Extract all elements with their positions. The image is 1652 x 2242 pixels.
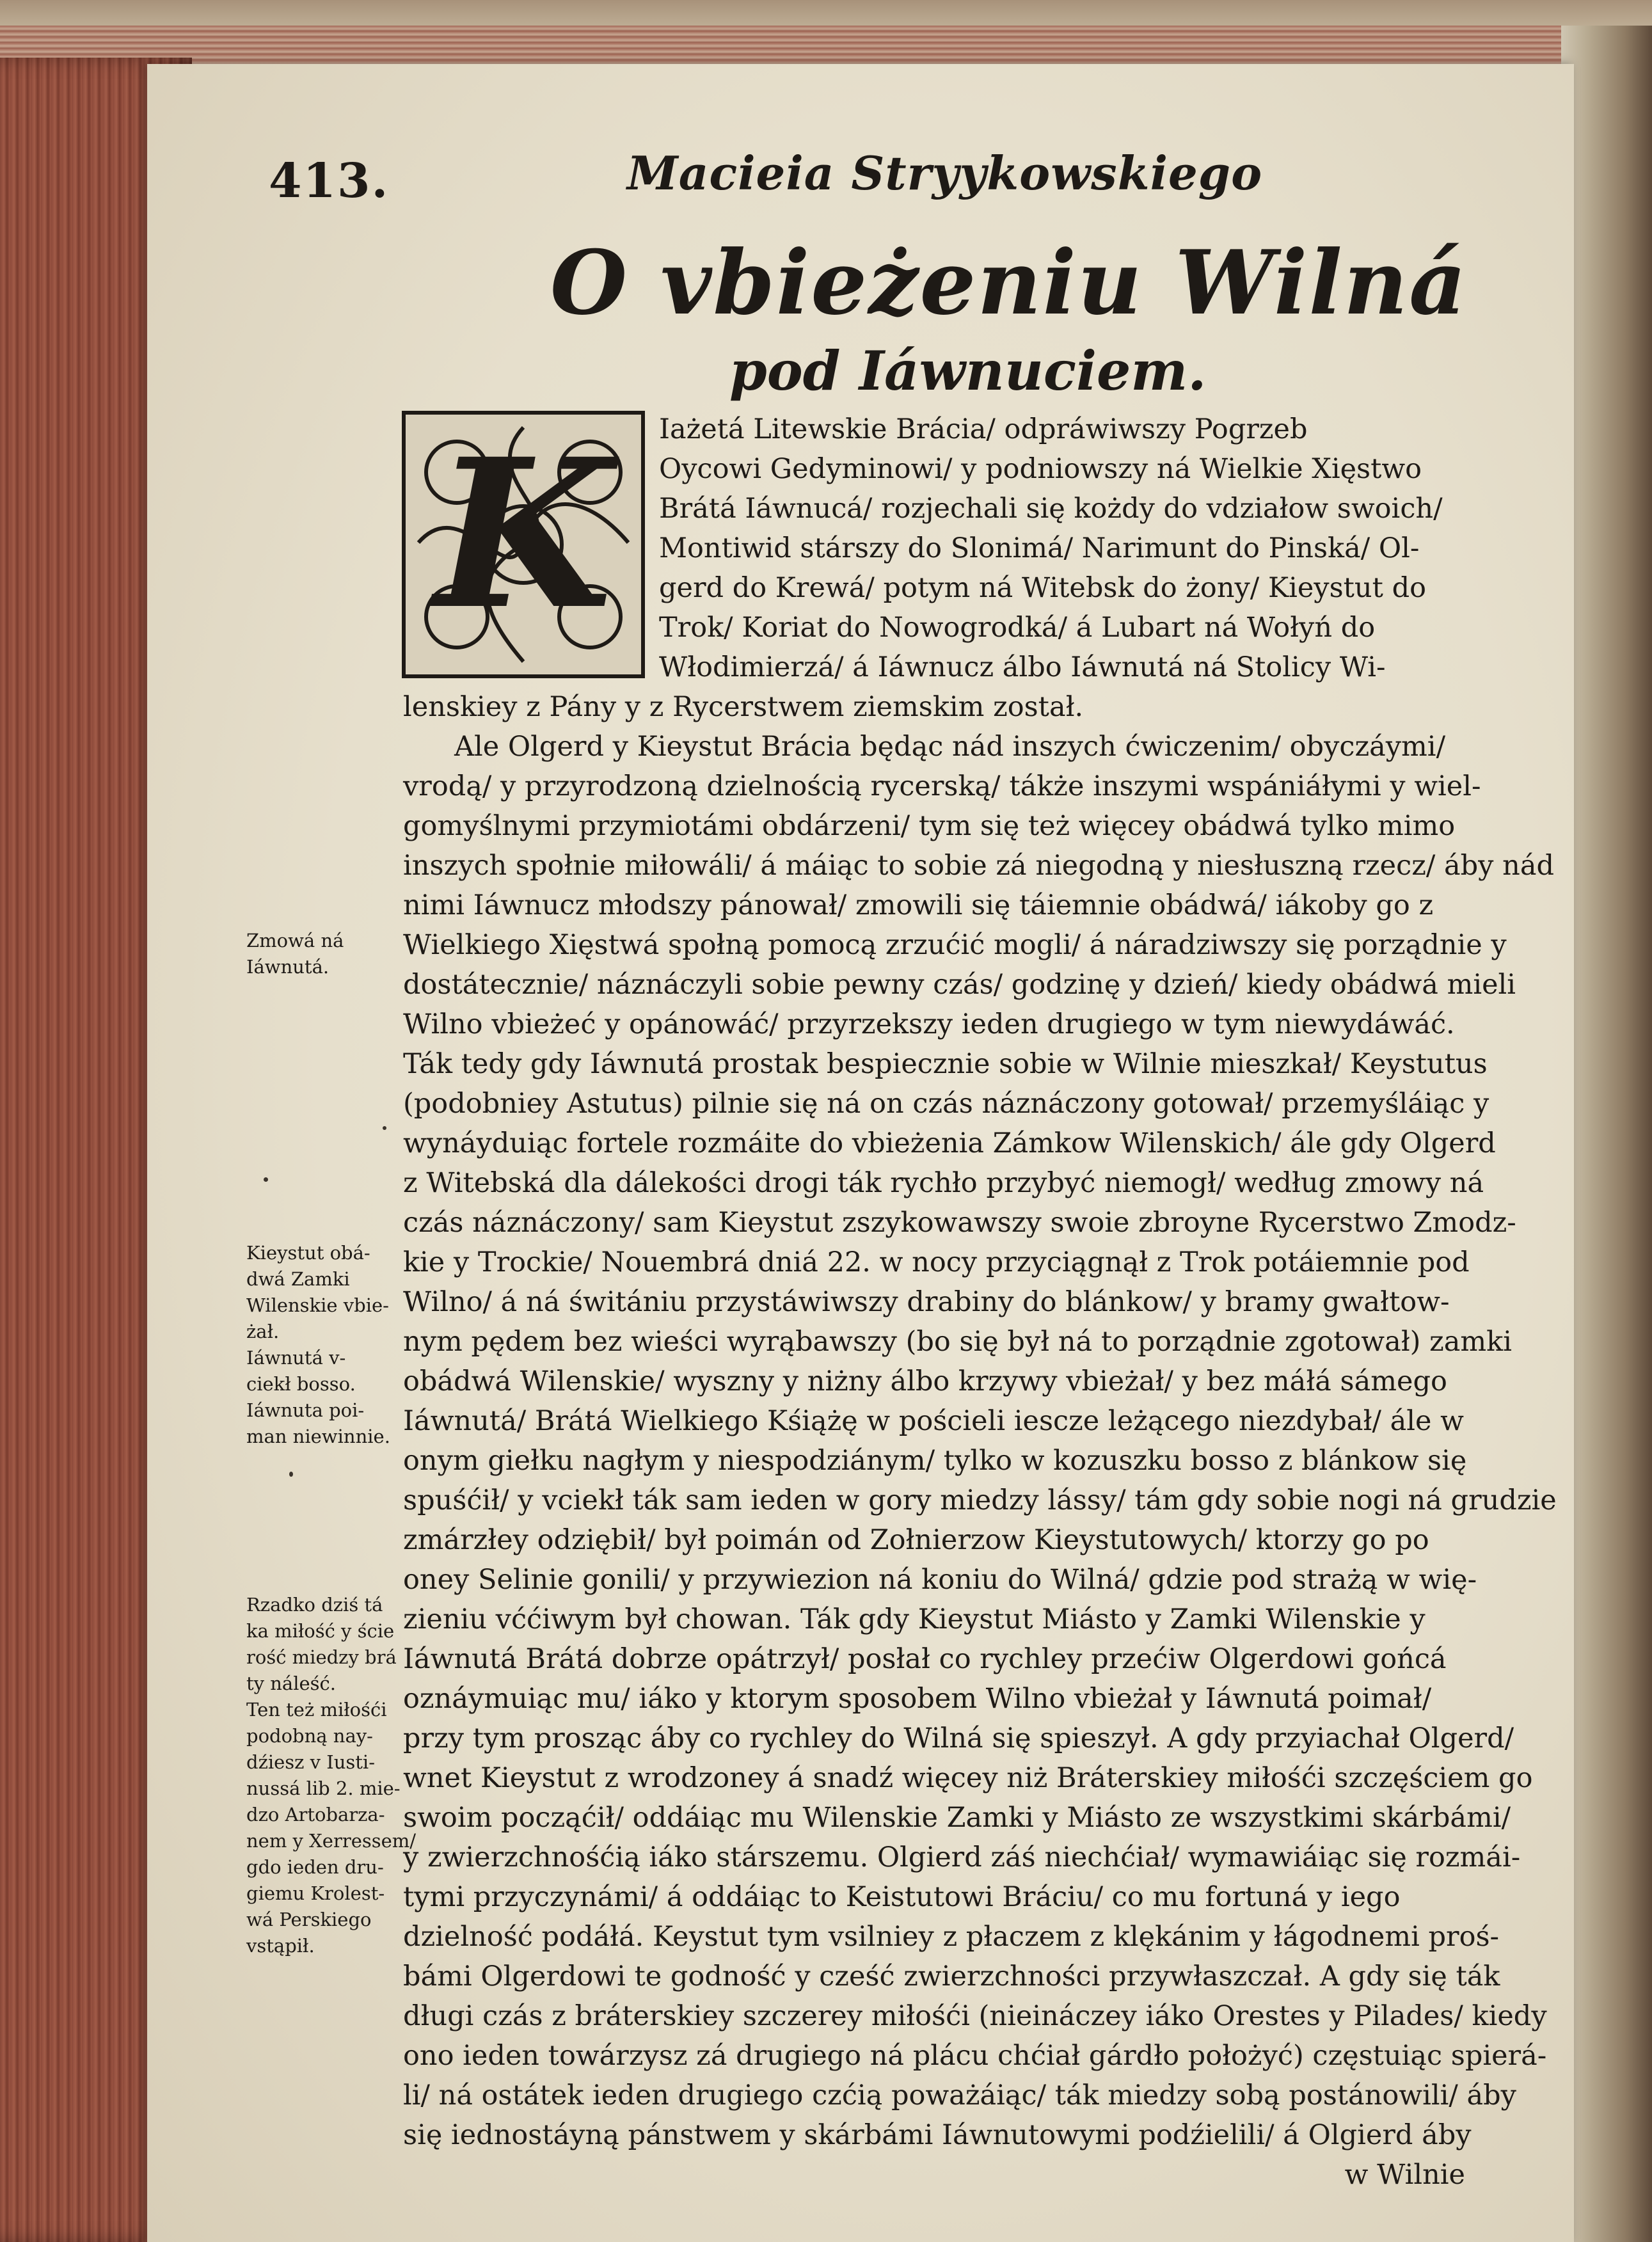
text-line: Wilno vbieżeć y opánowáć/ przyrzekszy ieden drugiego w tym niewydáwáć. bbox=[403, 1008, 1455, 1040]
text-line: wnet Kieystut z wrodzoney á snadź więcey niż Bráterskiey miłośći szczęściem go bbox=[403, 1762, 1533, 1794]
text-line: Iażetá Litewskie Brácia/ odpráwiwszy Pogrzeb bbox=[659, 413, 1308, 445]
text-line: Brátá Iáwnucá/ rozjechali się kożdy do vdziałow swoich/ bbox=[659, 493, 1443, 525]
margin-note: giemu Krolest- bbox=[246, 1882, 385, 1904]
text-line: Oycowi Gedyminowi/ y podniowszy ná Wielkie Xięstwo bbox=[659, 453, 1422, 485]
text-line: nimi Iáwnucz młodszy pánował/ zmowili się táiemnie obádwá/ iákoby go z bbox=[403, 889, 1434, 921]
running-head: Macieia Stryykowskiego bbox=[627, 146, 1263, 200]
text-line: vrodą/ y przyrodzoną dzielnością rycerską/ tákże inszymi wspániáłymi y wiel- bbox=[403, 770, 1481, 802]
text-line: spuśćił/ y vciekł ták sam ieden w gory miedzy lássy/ tám gdy sobie nogi ná grudzie bbox=[403, 1484, 1557, 1516]
margin-note: vstąpił. bbox=[246, 1935, 315, 1957]
margin-note: żał. bbox=[246, 1321, 280, 1342]
text-line: dzielność podáłá. Keystut tym vsilniey z płaczem z klękánim y łágodnemi proś- bbox=[403, 1921, 1500, 1953]
chapter-subtitle: pod Iáwnuciem. bbox=[729, 339, 1207, 402]
text-line: Iáwnutá/ Brátá Wielkiego Kśiążę w pościeli iescze leżącego niezdybał/ ále w bbox=[403, 1405, 1464, 1437]
margin-note: wá Perskiego bbox=[246, 1909, 372, 1930]
margin-note: nem y Xerressem/ bbox=[246, 1830, 417, 1852]
margin-note: Iáwnutá. bbox=[246, 956, 330, 978]
margin-note: Iáwnutá v- bbox=[246, 1347, 346, 1369]
margin-note: podobną nay- bbox=[246, 1725, 373, 1747]
margin-note: Zmowá ná bbox=[246, 930, 344, 951]
margin-note: man niewinnie. bbox=[246, 1426, 390, 1447]
text-line: dostátecznie/ náznáczyli sobie pewny czás/ godzinę y dzień/ kiedy obádwá mieli bbox=[403, 969, 1516, 1001]
margin-note: dwá Zamki bbox=[246, 1268, 350, 1290]
chapter-title: O vbieżeniu Wilná bbox=[550, 230, 1468, 335]
margin-note: dźiesz v Iusti- bbox=[246, 1751, 376, 1773]
margin-note: Rzadko dziś tá bbox=[246, 1594, 383, 1616]
page-number: 413. bbox=[269, 154, 390, 209]
text-line: Ale Olgerd y Kieystut Brácia będąc nád inszych ćwiczenim/ obyczáymi/ bbox=[454, 731, 1446, 763]
margin-note: ciekł bosso. bbox=[246, 1373, 356, 1395]
margin-note: dzo Artobarza- bbox=[246, 1804, 385, 1825]
text-line: gomyślnymi przymiotámi obdárzeni/ tym się też więcey obádwá tylko mimo bbox=[403, 810, 1456, 842]
text-line: tymi przyczynámi/ á oddáiąc to Keistutowi Bráciu/ co mu fortuná y iego bbox=[403, 1881, 1401, 1913]
margin-note: Iáwnuta poi- bbox=[246, 1399, 365, 1421]
margin-note: Wilenskie vbie- bbox=[246, 1294, 389, 1316]
text-line: Wilno/ á ná świtániu przystáwiwszy drabiny do blánkow/ y bramy gwałtow- bbox=[403, 1286, 1450, 1318]
margin-note: nussá lib 2. mie- bbox=[246, 1777, 401, 1799]
text-line: Włodimierzá/ á Iáwnucz álbo Iáwnutá ná Stolicy Wi- bbox=[659, 651, 1386, 683]
text-line: ono ieden towárzysz zá drugiego ná plácu chćiał gárdło położyć) częstuiąc spierá- bbox=[403, 2040, 1547, 2072]
margin-note: ty náleść. bbox=[246, 1673, 337, 1694]
text-line: nym pędem bez wieści wyrąbawszy (bo się był ná to porządnie zgotował) zamki bbox=[403, 1326, 1512, 1358]
text-line: Wielkiego Xięstwá społną pomocą zrzućić mogli/ á náradziwszy się porządnie y bbox=[403, 929, 1507, 961]
ink-speck bbox=[289, 1472, 293, 1477]
text-line: onym giełku nagłym y niespodziánym/ tylko w kozuszku bosso z blánkow się bbox=[403, 1445, 1467, 1477]
text-line: się iednostáyną pánstwem y skárbámi Iáwnutowymi podźielili/ á Olgierd áby bbox=[403, 2119, 1472, 2151]
text-line: Trok/ Koriat do Nowogrodká/ á Lubart ná Wołyń do bbox=[659, 612, 1376, 644]
text-line: y zwierzchnośćią iáko stárszemu. Olgierd záś niechćiał/ wymawiáiąc się rozmái- bbox=[403, 1841, 1521, 1873]
text-line: Montiwid stárszy do Slonimá/ Narimunt do Pinská/ Ol- bbox=[659, 532, 1420, 564]
catchword: w Wilnie bbox=[1344, 2159, 1465, 2191]
text-line: oznáymuiąc mu/ iáko y ktorym sposobem Wilno vbieżał y Iáwnutá poimał/ bbox=[403, 1683, 1432, 1715]
text-line: długi czás z bráterskiey szczerey miłośći (nieináczey iáko Orestes y Pilades/ kiedy bbox=[403, 2000, 1547, 2032]
text-line: (podobniey Astutus) pilnie się ná on czás náznáczony gotował/ przemyśláiąc y bbox=[403, 1088, 1489, 1120]
text-line: z Witebská dla dálekości drogi ták rychło przybyć niemogł/ według zmowy ná bbox=[403, 1167, 1484, 1199]
text-line: swoim począćił/ oddáiąc mu Wilenskie Zamki y Miásto ze wszystkimi skárbámi/ bbox=[403, 1802, 1511, 1834]
margin-note: Kieystut obá- bbox=[246, 1242, 370, 1264]
margin-note: ka miłość y ście bbox=[246, 1620, 395, 1642]
margin-note: gdo ieden dru- bbox=[246, 1856, 384, 1878]
book-gutter bbox=[1561, 26, 1652, 2242]
text-line: zieniu vććiwym był chowan. Ták gdy Kieystut Miásto y Zamki Wilenskie y bbox=[403, 1603, 1426, 1635]
text-line: obádwá Wilenskie/ wyszny y niżny álbo krzywy vbieżał/ y bez máłá sámego bbox=[403, 1365, 1447, 1397]
decorated-initial bbox=[402, 411, 645, 678]
text-line: kie y Trockie/ Nouembrá dniá 22. w nocy przyciągnął z Trok potáiemnie pod bbox=[403, 1246, 1470, 1278]
text-line: zmárzłey odziębił/ był poimán od Zołnierzow Kieystutowych/ ktorzy go po bbox=[403, 1524, 1429, 1556]
ink-speck bbox=[264, 1177, 268, 1182]
text-line: inszych społnie miłowáli/ á máiąc to sobie zá niegodną y niesłuszną rzecz/ áby nád bbox=[403, 850, 1554, 882]
text-line: wynáyduiąc fortele rozmáite do vbieżenia Zámkow Wilenskich/ ále gdy Olgerd bbox=[403, 1127, 1496, 1159]
text-line: oney Selinie gonili/ y przywiezion ná koniu do Wilná/ gdzie pod strażą w wię- bbox=[403, 1564, 1477, 1596]
margin-note: rość miedzy brá bbox=[246, 1646, 397, 1668]
text-line: gerd do Krewá/ potym ná Witebsk do żony/ Kieystut do bbox=[659, 572, 1426, 604]
text-line: czás náznáczony/ sam Kieystut zszykowawszy swoie zbroyne Rycerstwo Zmodz- bbox=[403, 1207, 1516, 1239]
text-line: Ták tedy gdy Iáwnutá prostak bespiecznie sobie w Wilnie mieszkał/ Keystutus bbox=[403, 1048, 1488, 1080]
text-line: przy tym prosząc áby co rychley do Wilná się spieszył. A gdy przyiachał Olgerd/ bbox=[403, 1722, 1514, 1754]
text-line: li/ ná ostátek ieden drugiego czćią poważáiąc/ ták miedzy sobą postánowili/ áby bbox=[403, 2079, 1516, 2111]
initial-letter: K bbox=[434, 415, 613, 655]
ink-speck bbox=[383, 1126, 386, 1130]
margin-note: Ten też miłośći bbox=[246, 1699, 387, 1721]
text-line: Iáwnutá Brátá dobrze opátrzył/ posłał co rychley przećiw Olgerdowi gońcá bbox=[403, 1643, 1447, 1675]
text-line: bámi Olgerdowi te godność y cześć zwierzchności przywłaszczał. A gdy się ták bbox=[403, 1960, 1500, 1992]
text-line: lenskiey z Pány y z Rycerstwem ziemskim został. bbox=[403, 691, 1084, 723]
